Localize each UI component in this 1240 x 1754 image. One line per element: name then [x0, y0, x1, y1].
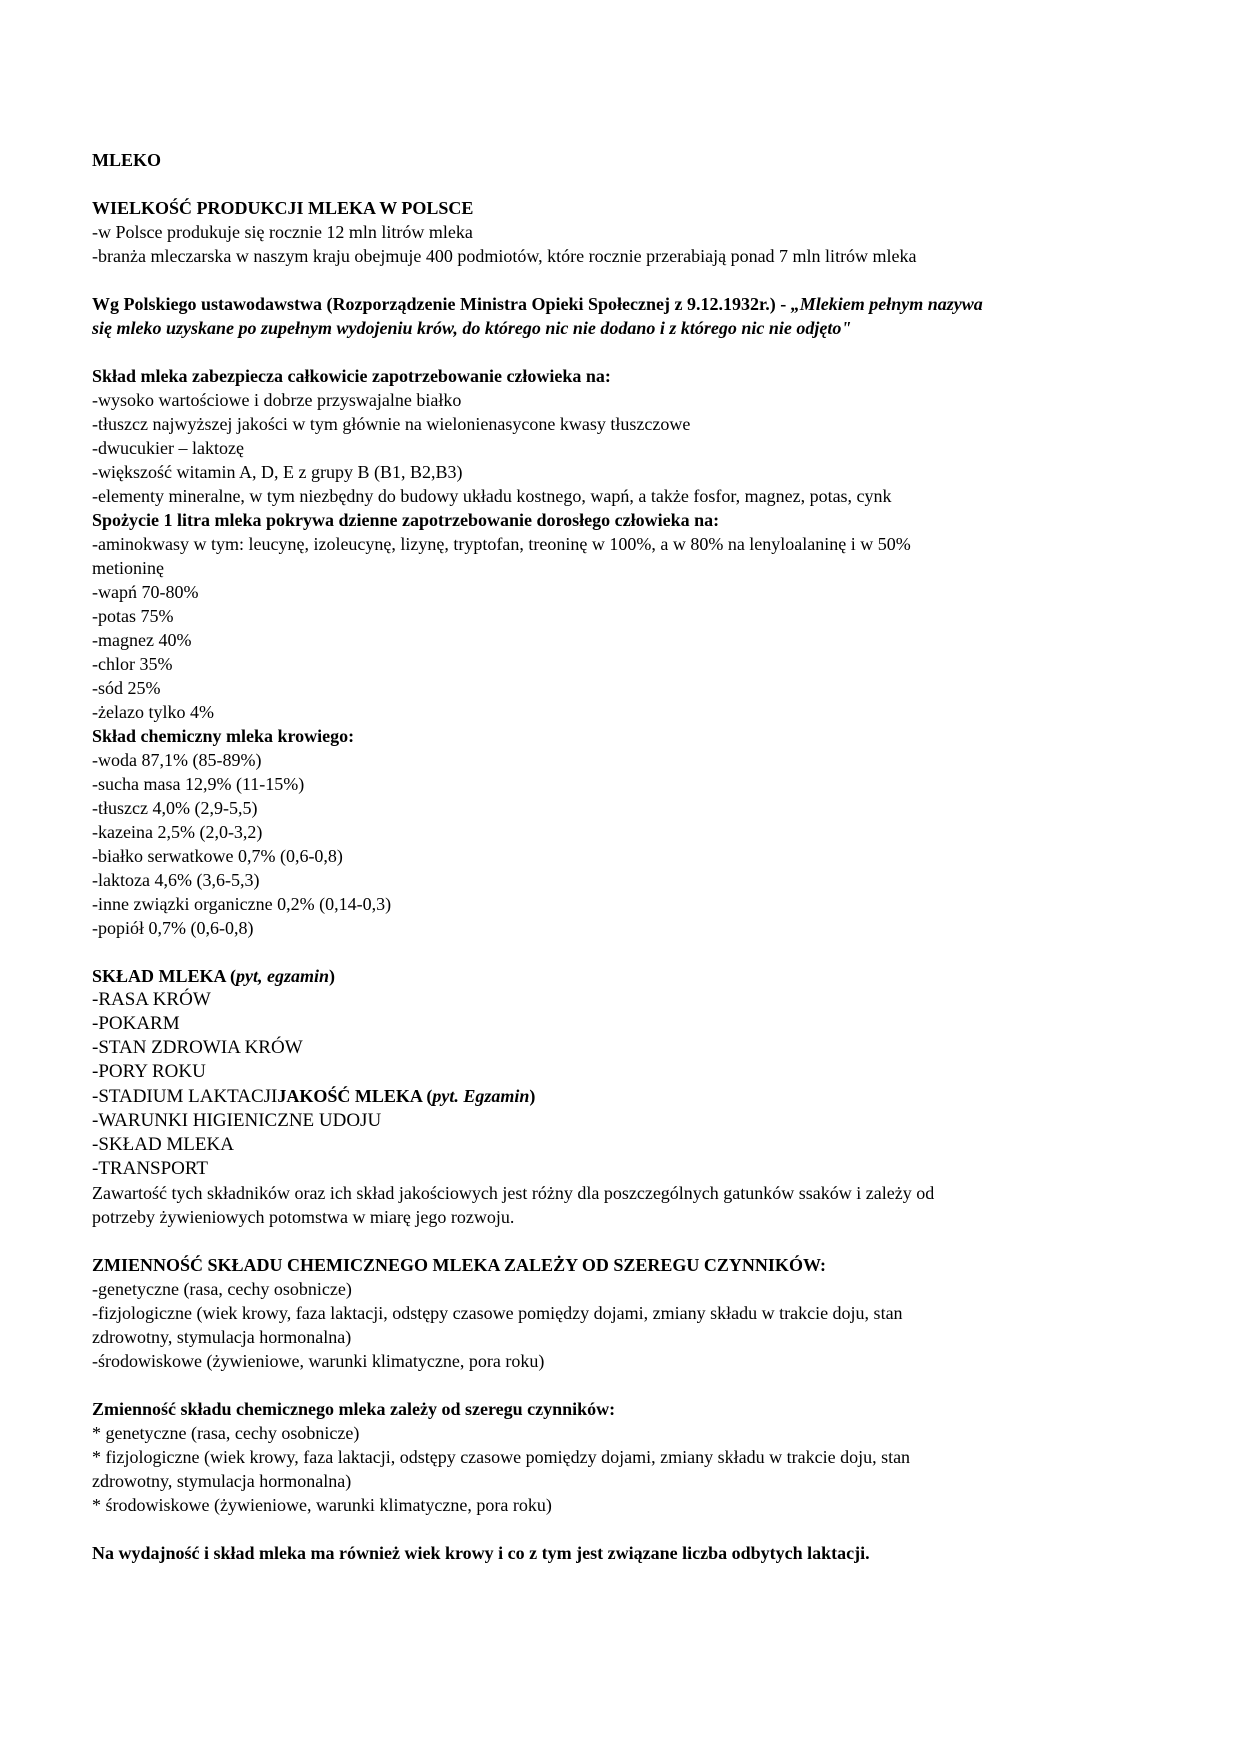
final-statement: Na wydajność i skład mleka ma również wiek krowy i co z tym jest związane liczba odbytych laktacji.	[92, 1543, 870, 1563]
variability-upper-heading: ZMIENNOŚĆ SKŁADU CHEMICZNEGO MLEKA ZALEŻY OD SZEREGU CZYNNIKÓW:	[92, 1255, 826, 1275]
composition-item: -RASA KRÓW	[92, 989, 211, 1010]
law-quote-end: się mleko uzyskane po zupełnym wydojeniu krów, do którego nic nie dodano i z którego nic nie odjęto"	[92, 318, 852, 338]
needs-item: -wysoko wartościowe i dobrze przyswajalne białko	[92, 390, 462, 410]
litre-heading: Spożycie 1 litra mleka pokrywa dzienne zapotrzebowanie dorosłego człowieka na:	[92, 510, 720, 530]
chemical-item: -kazeina 2,5% (2,0-3,2)	[92, 822, 263, 842]
quality-item: -TRANSPORT	[92, 1158, 209, 1179]
composition-heading-text: SKŁAD MLEKA (	[92, 966, 237, 986]
production-item: -branża mleczarska w naszym kraju obejmuje 400 podmiotów, które rocznie przerabiają ponad 7 mln litrów mleka	[92, 246, 917, 266]
composition-item: -POKARM	[92, 1013, 180, 1034]
chemical-item: -tłuszcz 4,0% (2,9-5,5)	[92, 798, 258, 818]
variability-lower-item: * środowiskowe (żywieniowe, warunki klimatyczne, pora roku)	[92, 1495, 552, 1515]
law-reference: Wg Polskiego ustawodawstwa (Rozporządzenie Ministra Opieki Społecznej z 9.12.1932r.) -	[92, 294, 791, 314]
law-quote-start: „Mlekiem pełnym nazywa	[790, 294, 983, 314]
chemical-item: -inne związki organiczne 0,2% (0,14-0,3)	[92, 894, 392, 914]
composition-paragraph-line: Zawartość tych składników oraz ich skład jakościowych jest różny dla poszczególnych gatunków ssaków i zależy od	[92, 1183, 935, 1203]
composition-heading-note: pyt, egzamin	[236, 966, 330, 986]
composition-item: -STAN ZDROWIA KRÓW	[92, 1037, 303, 1058]
chemical-item: -popiół 0,7% (0,6-0,8)	[92, 918, 254, 938]
document-page	[92, 148, 1152, 1565]
variability-lower-heading: Zmienność składu chemicznego mleka zależy od szeregu czynników:	[92, 1399, 616, 1419]
production-heading: WIELKOŚĆ PRODUKCJI MLEKA W POLSCE	[92, 198, 474, 218]
document-title: MLEKO	[92, 150, 162, 170]
needs-item: -elementy mineralne, w tym niezbędny do budowy układu kostnego, wapń, a także fosfor, magnez, potas, cynk	[92, 486, 892, 506]
quality-heading-text: JAKOŚĆ MLEKA (	[277, 1086, 433, 1106]
litre-item: -żelazo tylko 4%	[92, 702, 214, 722]
variability-lower-item: * fizjologiczne (wiek krowy, faza laktacji, odstępy czasowe pomiędzy dojami, zmiany składu w trakcie doju, stan	[92, 1447, 911, 1467]
variability-upper-item: -genetyczne (rasa, cechy osobnicze)	[92, 1279, 352, 1299]
composition-item: -PORY ROKU	[92, 1061, 206, 1082]
litre-item: -wapń 70-80%	[92, 582, 199, 602]
needs-item: -dwucukier – laktozę	[92, 438, 244, 458]
litre-item: -potas 75%	[92, 606, 174, 626]
chemical-item: -laktoza 4,6% (3,6-5,3)	[92, 870, 260, 890]
variability-upper-item: -środowiskowe (żywieniowe, warunki klimatyczne, pora roku)	[92, 1351, 545, 1371]
litre-item: -magnez 40%	[92, 630, 192, 650]
variability-lower-item: zdrowotny, stymulacja hormonalna)	[92, 1471, 352, 1491]
litre-item: -sód 25%	[92, 678, 161, 698]
quality-heading-close: )	[529, 1086, 536, 1106]
needs-item: -tłuszcz najwyższej jakości w tym głównie na wielonienasycone kwasy tłuszczowe	[92, 414, 691, 434]
chemical-item: -białko serwatkowe 0,7% (0,6-0,8)	[92, 846, 343, 866]
law-definition	[92, 292, 1152, 316]
stadium-quality-line	[92, 1084, 1152, 1109]
litre-item: -chlor 35%	[92, 654, 173, 674]
needs-heading: Skład mleka zabezpiecza całkowicie zapotrzebowanie człowieka na:	[92, 366, 611, 386]
needs-item: -większość witamin A, D, E z grupy B (B1, B2,B3)	[92, 462, 463, 482]
composition-heading	[92, 964, 1152, 988]
chemical-item: -woda 87,1% (85-89%)	[92, 750, 262, 770]
chemical-heading: Skład chemiczny mleka krowiego:	[92, 726, 355, 746]
quality-item: -WARUNKI HIGIENICZNE UDOJU	[92, 1110, 382, 1131]
variability-lower-item: * genetyczne (rasa, cechy osobnicze)	[92, 1423, 360, 1443]
composition-paragraph-line: potrzeby żywieniowych potomstwa w miarę jego rozwoju.	[92, 1207, 515, 1227]
production-item: -w Polsce produkuje się rocznie 12 mln litrów mleka	[92, 222, 473, 242]
litre-amino-line: metioninę	[92, 558, 164, 578]
variability-upper-item: -fizjologiczne (wiek krowy, faza laktacji, odstępy czasowe pomiędzy dojami, zmiany składu w trakcie doju, stan	[92, 1303, 903, 1323]
chemical-item: -sucha masa 12,9% (11-15%)	[92, 774, 305, 794]
variability-upper-item: zdrowotny, stymulacja hormonalna)	[92, 1327, 352, 1347]
litre-amino-line: -aminokwasy w tym: leucynę, izoleucynę, lizynę, tryptofan, treoninę w 100%, a w 80% na lenyloalaninę i w 50%	[92, 534, 911, 554]
composition-heading-close: )	[329, 966, 336, 986]
quality-item: -SKŁAD MLEKA	[92, 1134, 234, 1155]
composition-item-stadium: -STADIUM LAKTACJI	[92, 1086, 278, 1107]
quality-heading-note: pyt. Egzamin	[432, 1086, 530, 1106]
